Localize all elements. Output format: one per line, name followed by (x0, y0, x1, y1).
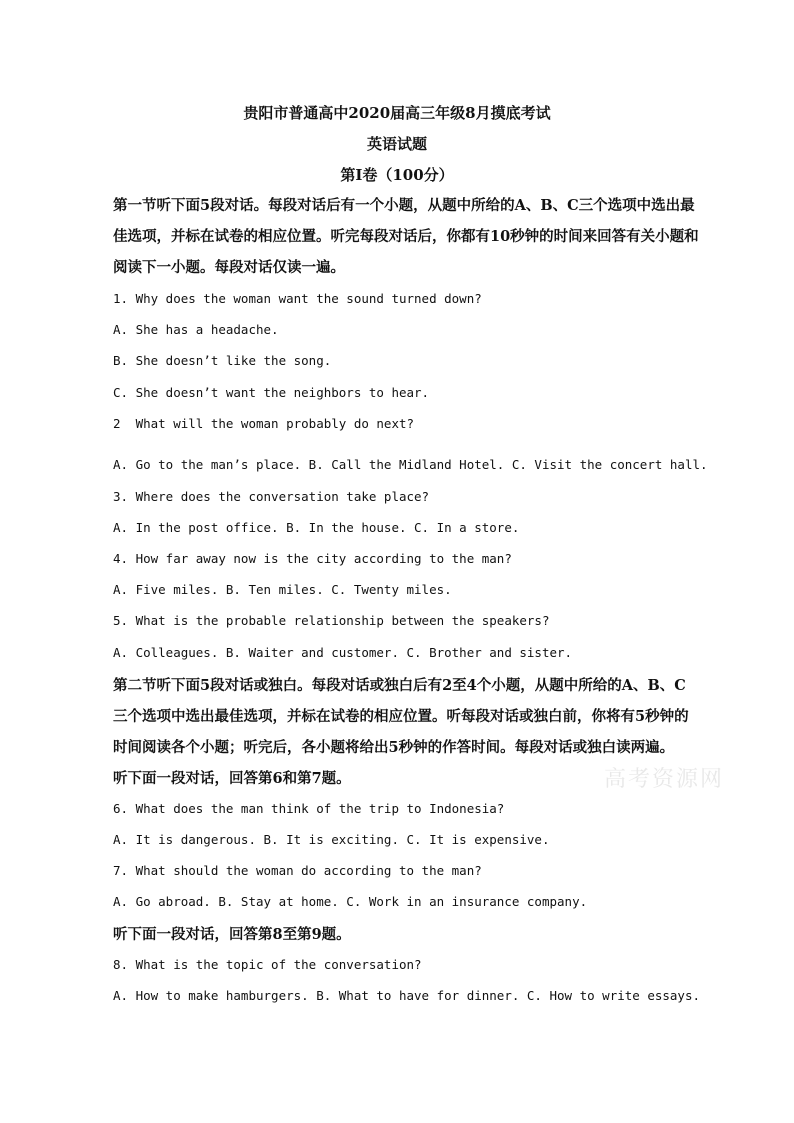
volume-title: 第Ⅰ卷（100分） (340, 166, 454, 184)
section1-instruction-line-1: 第一节听下面5段对话。每段对话后有一个小题，从题中所给的A、B、C三个选项中选出最 (113, 197, 695, 214)
section1-instruction-line-3: 阅读下一小题。每段对话仅读一遍。 (113, 259, 345, 276)
question-8-options: A. How to make hamburgers. B. What to have for dinner. C. How to write essays. (113, 988, 700, 1003)
question-1-option-c: C. She doesn’t want the neighbors to hear. (113, 385, 430, 400)
section2-instruction-line-3: 时间阅读各个小题；听完后，各小题将给出5秒钟的作答时间。每段对话或独白读两遍。 (113, 739, 675, 756)
question-3-options: A. In the post office. B. In the house. C. In a store. (113, 520, 520, 535)
question-2: 2 What will the woman probably do next? (113, 416, 415, 431)
section2-sub-instruction-2: 听下面一段对话，回答第8至第9题。 (113, 926, 351, 943)
watermark: 高考资源网 (604, 767, 725, 792)
question-2-options: A. Go to the man’s place. B. Call the Midland Hotel. C. Visit the concert hall. (113, 457, 708, 472)
question-4: 4. How far away now is the city according to the man? (113, 551, 512, 566)
question-8: 8. What is the topic of the conversation? (113, 957, 422, 972)
section2-sub-instruction-1: 听下面一段对话，回答第6和第7题。 (113, 770, 351, 787)
question-1: 1. Why does the woman want the sound turned down? (113, 291, 482, 306)
question-6-options: A. It is dangerous. B. It is exciting. C. It is expensive. (113, 832, 550, 847)
question-5: 5. What is the probable relationship between the speakers? (113, 613, 550, 628)
exam-title: 贵阳市普通高中2020届高三年级8月摸底考试 (243, 104, 551, 122)
section2-instruction-line-1: 第二节听下面5段对话或独白。每段对话或独白后有2至4个小题，从题中所给的A、B、C (113, 677, 686, 694)
question-7: 7. What should the woman do according to the man? (113, 863, 482, 878)
question-1-option-b: B. She doesn’t like the song. (113, 353, 332, 368)
question-7-options: A. Go abroad. B. Stay at home. C. Work in an insurance company. (113, 894, 588, 909)
subject-title: 英语试题 (366, 135, 427, 153)
section2-instruction-line-2: 三个选项中选出最佳选项，并标在试卷的相应位置。听每段对话或独白前，你将有5秒钟的 (113, 708, 689, 725)
question-3: 3. Where does the conversation take place? (113, 489, 430, 504)
question-6: 6. What does the man think of the trip to Indonesia? (113, 801, 505, 816)
section1-instruction-line-2: 佳选项，并标在试卷的相应位置。听完每段对话后，你都有10秒钟的时间来回答有关小题和 (113, 228, 699, 245)
question-1-option-a: A. She has a headache. (113, 322, 279, 337)
question-5-options: A. Colleagues. B. Waiter and customer. C. Brother and sister. (113, 645, 573, 660)
question-4-options: A. Five miles. B. Ten miles. C. Twenty miles. (113, 582, 452, 597)
